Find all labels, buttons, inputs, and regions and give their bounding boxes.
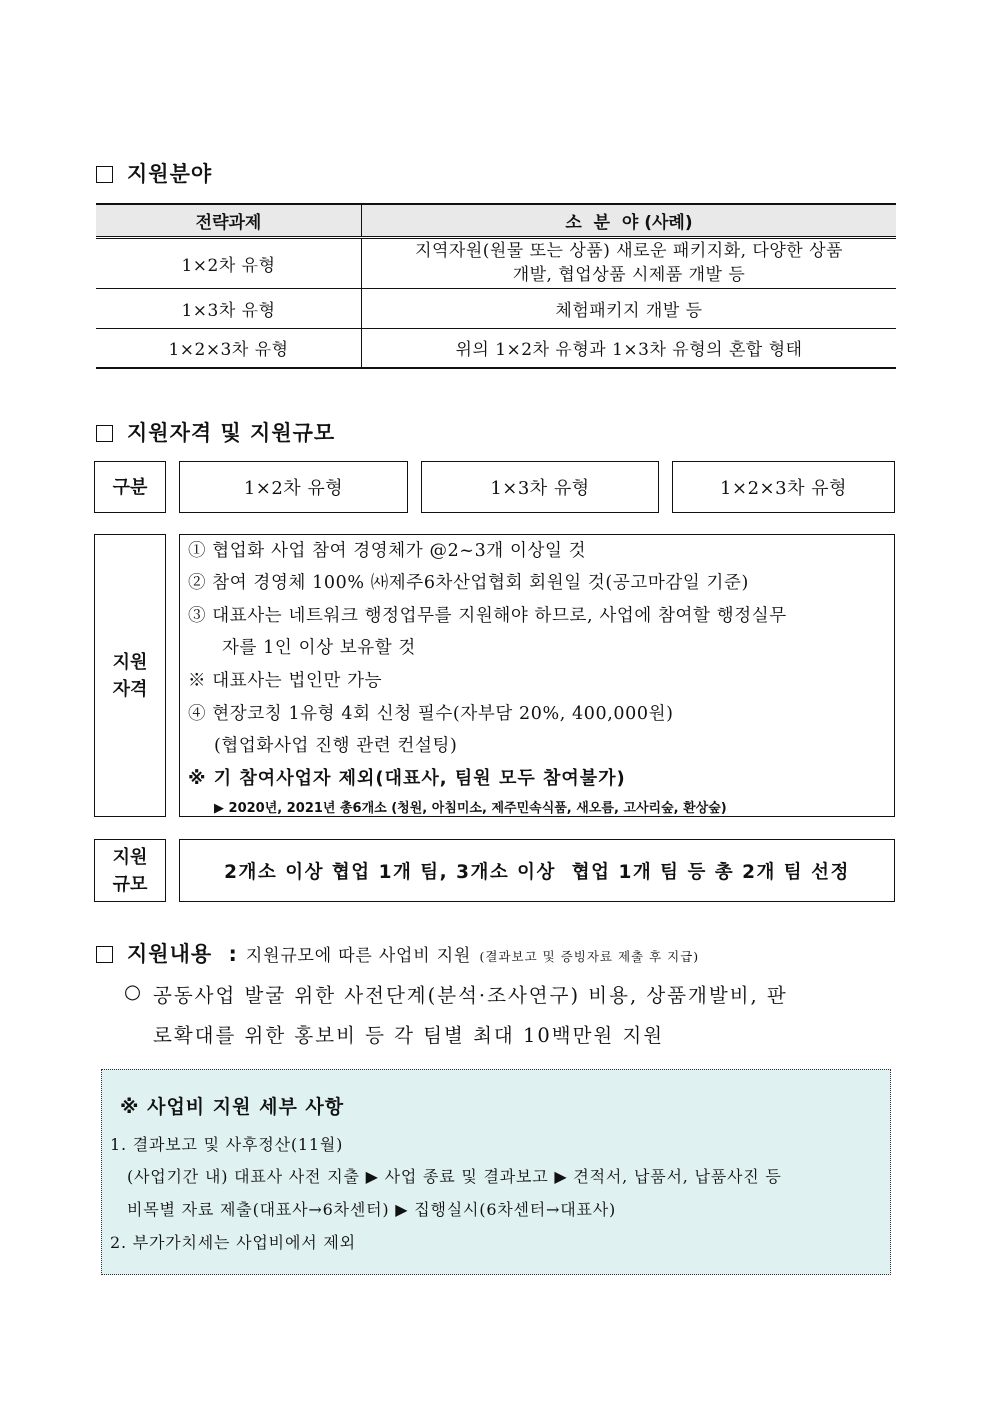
table-cell: 1×2×3차 유형: [96, 328, 362, 368]
table-row: [96, 328, 896, 368]
section-heading-qualification-scale: 지원자격 및 지원규모: [96, 417, 335, 447]
detail-title: ※ 사업비 지원 세부 사항: [120, 1096, 345, 1118]
support-content-paragraph: 공동사업 발굴 위한 사전단계(분석·조사연구) 비용, 상품개발비, 판: [153, 984, 788, 1007]
qualification-note: ※ 대표사는 법인만 가능: [188, 671, 383, 691]
table-row: [96, 288, 896, 328]
detail-line: 비목별 자료 제출(대표사→6차센터) ▶ 집행실시(6차센터→대표사): [127, 1200, 617, 1219]
budget-detail-box: [101, 1069, 891, 1275]
qualification-exclusion-list: ▶ 2020년, 2021년 총6개소 (청원, 아침미소, 제주민속식품, 새오름, 고사리숲, 환상숲): [214, 801, 727, 816]
table-cell: 위의 1×2차 유형과 1×3차 유형의 혼합 형태: [362, 328, 897, 368]
type-header-box: 1×2차 유형: [179, 461, 408, 513]
table-cell: 1×3차 유형: [96, 288, 362, 328]
qualification-item: ④ 현장코칭 1유형 4회 신청 필수(자부담 20%, 400,000원): [188, 704, 674, 724]
checkbox-icon: [96, 425, 113, 442]
checkbox-icon: [96, 946, 113, 963]
qualification-label-box: 지원 자격: [94, 534, 166, 817]
cell-line: 개발, 협업상품 시제품 개발 등: [512, 265, 746, 285]
qualification-item: ③ 대표사는 네트워크 행정업무를 지원해야 하므로, 사업에 참여할 행정실무: [188, 606, 787, 626]
section-heading-support-field: 지원분야: [96, 158, 212, 188]
checkbox-icon: [96, 166, 113, 183]
category-label-box: 구분: [94, 461, 166, 513]
support-content-paragraph: 로확대를 위한 홍보비 등 각 팀별 최대 10백만원 지원: [153, 1024, 665, 1047]
detail-line: (사업기간 내) 대표사 사전 지출 ▶ 사업 종료 및 결과보고 ▶ 견적서, 납품서, 납품사진 등: [127, 1167, 782, 1186]
qualification-item: ② 참여 경영체 100% ㈔제주6차산업협회 회원일 것(공고마감일 기준): [188, 573, 749, 593]
type-header-box: 1×3차 유형: [421, 461, 659, 513]
qualification-item: 자를 1인 이상 보유할 것: [222, 638, 416, 658]
detail-line: 1. 결과보고 및 사후정산(11월): [110, 1135, 344, 1154]
qualification-item: (협업화사업 진행 관련 컨설팅): [214, 736, 458, 756]
bullet-icon: ○: [124, 980, 144, 1003]
table-cell: 체험패키지 개발 등: [362, 288, 897, 328]
table-cell: [362, 237, 897, 288]
qualification-content-box: [179, 534, 895, 817]
scale-content-box: 2개소 이상 협업 1개 팀, 3개소 이상 협업 1개 팀 등 총 2개 팀 선정: [179, 839, 895, 902]
column-header: 소 분 야 (사례): [362, 204, 897, 237]
table-header-row: [96, 204, 896, 237]
column-header: 전략과제: [96, 204, 362, 237]
qualification-exclusion: ※ 기 참여사업자 제외(대표사, 팀원 모두 참여불가): [188, 768, 626, 789]
type-header-box: 1×2×3차 유형: [672, 461, 895, 513]
table-cell: 1×2차 유형: [96, 237, 362, 288]
support-field-table: [96, 203, 896, 369]
cell-line: 지역자원(원물 또는 상품) 새로운 패키지화, 다양한 상품: [415, 241, 843, 261]
scale-label-box: 지원 규모: [94, 839, 166, 902]
section-heading-support-content: 지원내용 : 지원규모에 따른 사업비 지원 (결과보고 및 증빙자료 제출 후 지급): [96, 938, 699, 968]
table-row: [96, 237, 896, 288]
detail-line: 2. 부가가치세는 사업비에서 제외: [110, 1233, 356, 1252]
qualification-item: ① 협업화 사업 참여 경영체가 @2~3개 이상일 것: [188, 541, 587, 561]
